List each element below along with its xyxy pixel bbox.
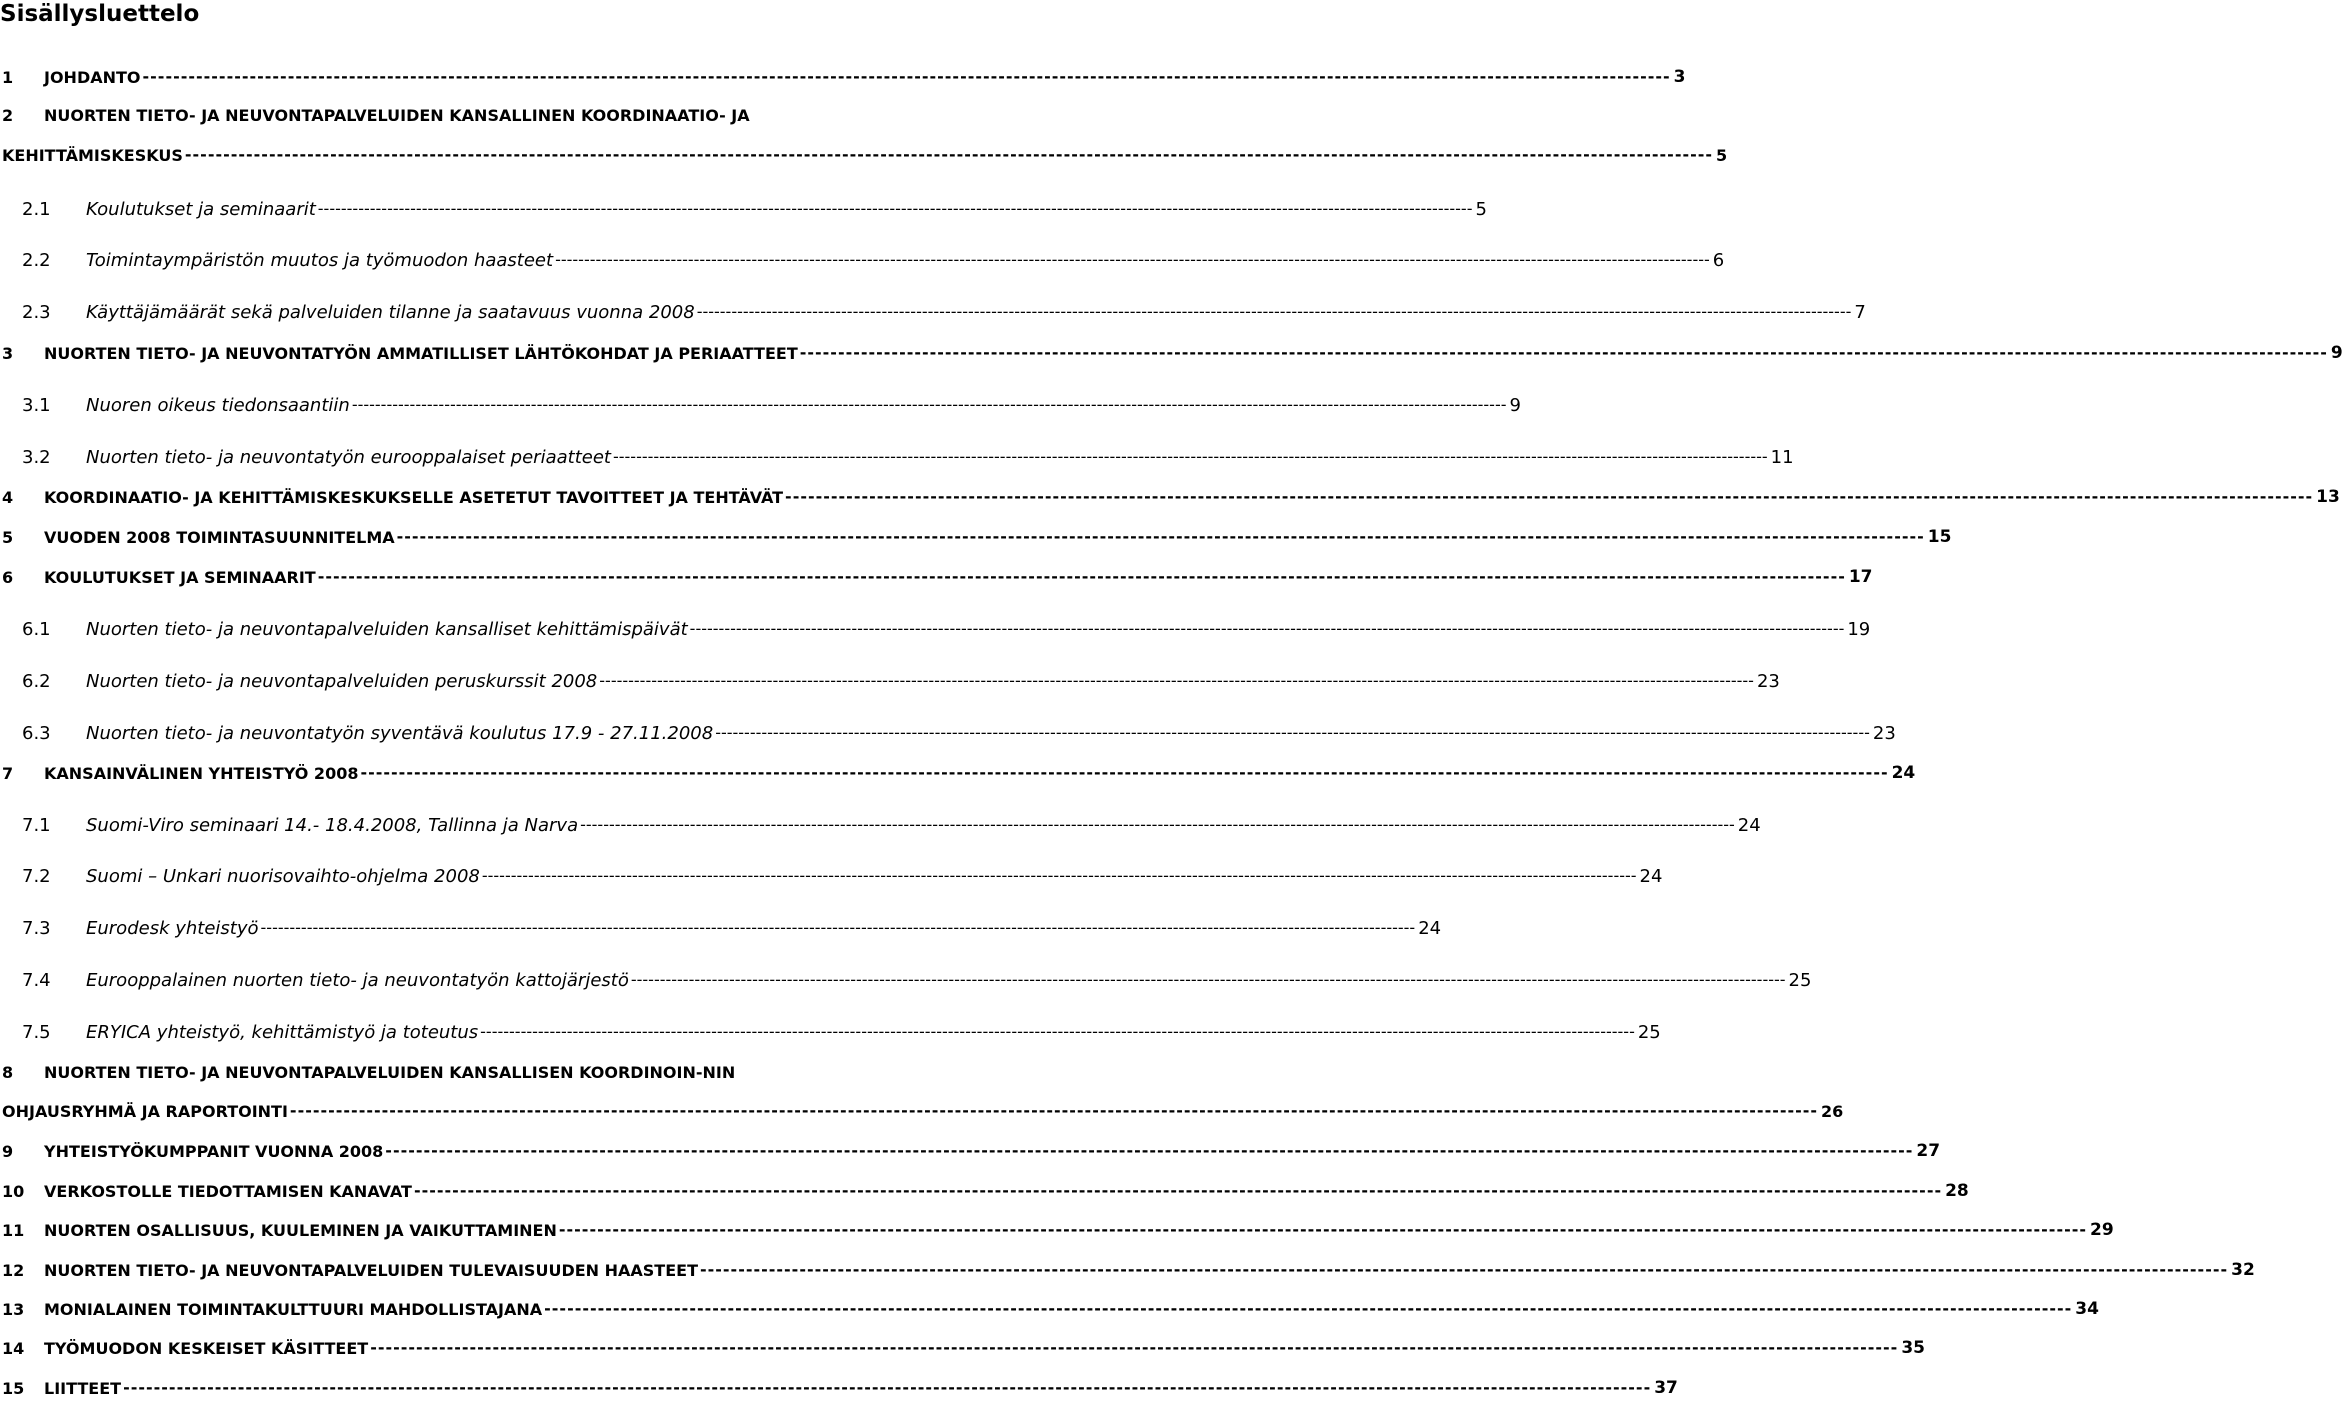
entry-page: 11 — [1770, 446, 1794, 468]
entry-page: 34 — [2075, 1299, 2099, 1319]
entry-number: 6.2 — [22, 670, 51, 692]
toc-entry-7-2[interactable] — [0, 863, 1663, 889]
entry-number: 15 — [2, 1378, 25, 1398]
entry-page: 24 — [1418, 917, 1442, 939]
entry-number: 7.5 — [22, 1021, 51, 1043]
dot-leader — [123, 1377, 1651, 1399]
toc-entry-15[interactable] — [0, 1375, 1678, 1401]
entry-number: 10 — [2, 1181, 25, 1201]
entry-page: 26 — [1821, 1101, 1844, 1121]
entry-number: 7.2 — [22, 865, 51, 887]
dot-leader — [370, 1337, 1898, 1359]
entry-number: 12 — [2, 1260, 25, 1280]
entry-label: VUODEN 2008 TOIMINTASUUNNITELMA — [44, 527, 395, 547]
dot-leader — [631, 969, 1786, 991]
dot-leader — [318, 198, 1473, 220]
entry-page: 29 — [2090, 1220, 2114, 1240]
entry-number: 7.3 — [22, 917, 51, 939]
dot-leader — [613, 446, 1768, 468]
dot-leader — [290, 1100, 1818, 1122]
toc-entry-2-2[interactable] — [0, 247, 1725, 273]
entry-number: 3 — [2, 343, 14, 363]
dot-leader — [559, 1219, 2087, 1241]
entry-page: 17 — [1848, 567, 1873, 587]
entry-page: 3 — [1673, 67, 1686, 87]
entry-label: YHTEISTYÖKUMPPANIT VUONNA 2008 — [44, 1141, 384, 1161]
dot-leader — [397, 526, 1925, 548]
entry-label: NUORTEN TIETO- JA NEUVONTAPALVELUIDEN KANSALLINEN KOORDINAATIO- JA — [44, 105, 750, 125]
dot-leader — [785, 486, 2313, 508]
toc-entry-6[interactable] — [0, 564, 1873, 590]
entry-label-continued: OHJAUSRYHMÄ JA RAPORTOINTI — [2, 1101, 288, 1121]
entry-number: 14 — [2, 1338, 25, 1358]
dot-leader — [185, 144, 1713, 166]
entry-number: 8 — [2, 1062, 14, 1082]
toc-entry-6-3[interactable] — [0, 720, 1896, 746]
toc-entry-2-3[interactable] — [0, 299, 1866, 325]
entry-label: Toimintaympäristön muutos ja työmuodon haasteet — [86, 249, 554, 271]
entry-page: 24 — [1737, 814, 1761, 836]
entry-number: 9 — [2, 1141, 14, 1161]
entry-label: NUORTEN TIETO- JA NEUVONTAPALVELUIDEN KANSALLISEN KOORDINOIN-NIN — [44, 1062, 736, 1082]
entry-label: NUORTEN TIETO- JA NEUVONTAPALVELUIDEN TULEVAISUUDEN HAASTEET — [44, 1260, 698, 1280]
entry-page: 24 — [1639, 865, 1663, 887]
toc-entry-5[interactable] — [0, 524, 1952, 550]
dot-leader — [715, 722, 1870, 744]
dot-leader — [318, 566, 1846, 588]
entry-page: 7 — [1854, 301, 1866, 323]
toc-entry-1[interactable] — [0, 64, 1686, 90]
entry-number: 4 — [2, 487, 14, 507]
toc-entry-2-1[interactable] — [0, 196, 1487, 222]
entry-page: 5 — [1475, 198, 1487, 220]
toc-entry-8-continued[interactable] — [0, 1098, 1844, 1124]
entry-number: 6.1 — [22, 618, 51, 640]
toc-entry-3[interactable] — [0, 340, 2343, 366]
entry-number: 6.3 — [22, 722, 51, 744]
entry-number: 11 — [2, 1220, 25, 1240]
toc-entry-7-1[interactable] — [0, 812, 1761, 838]
toc-entry-4[interactable] — [0, 484, 2340, 510]
entry-label: KOULUTUKSET JA SEMINAARIT — [44, 567, 316, 587]
toc-entry-7-3[interactable] — [0, 915, 1442, 941]
entry-label-continued: KEHITTÄMISKESKUS — [2, 145, 183, 165]
entry-label: Nuorten tieto- ja neuvontapalveluiden peruskurssit 2008 — [86, 670, 598, 692]
toc-entry-7-5[interactable] — [0, 1019, 1661, 1045]
entry-label: MONIALAINEN TOIMINTAKULTTUURI MAHDOLLISTAJANA — [44, 1299, 543, 1319]
entry-page: 9 — [1509, 394, 1521, 416]
toc-entry-9[interactable] — [0, 1138, 1941, 1164]
entry-page: 25 — [1788, 969, 1812, 991]
entry-label: VERKOSTOLLE TIEDOTTAMISEN KANAVAT — [44, 1181, 412, 1201]
entry-page: 13 — [2316, 487, 2340, 507]
entry-label: Suomi – Unkari nuorisovaihto-ohjelma 2008 — [86, 865, 480, 887]
entry-label: Nuoren oikeus tiedonsaantiin — [86, 394, 350, 416]
entry-label: JOHDANTO — [44, 67, 141, 87]
entry-page: 9 — [2330, 343, 2343, 363]
entry-number: 2.2 — [22, 249, 51, 271]
toc-entry-2[interactable] — [0, 102, 960, 128]
entry-number: 6 — [2, 567, 14, 587]
entry-page: 15 — [1927, 527, 1952, 547]
toc-entry-3-1[interactable] — [0, 392, 1521, 418]
dot-leader — [352, 394, 1507, 416]
entry-page: 27 — [1916, 1141, 1941, 1161]
entry-label: TYÖMUODON KESKEISET KÄSITTEET — [44, 1338, 369, 1358]
entry-number: 7.1 — [22, 814, 51, 836]
toc-entry-11[interactable] — [0, 1217, 2114, 1243]
entry-number: 2 — [2, 105, 14, 125]
dot-leader — [580, 814, 1735, 836]
toc-entry-14[interactable] — [0, 1335, 1925, 1361]
entry-label: Nuorten tieto- ja neuvontatyön eurooppalaiset periaatteet — [86, 446, 611, 468]
entry-number: 13 — [2, 1299, 25, 1319]
entry-label: KOORDINAATIO- JA KEHITTÄMISKESKUKSELLE ASETETUT TAVOITTEET JA TEHTÄVÄT — [44, 487, 784, 507]
entry-page: 35 — [1901, 1338, 1925, 1358]
entry-page: 32 — [2231, 1260, 2255, 1280]
entry-label: Eurodesk yhteistyö — [86, 917, 259, 939]
entry-number: 2.3 — [22, 301, 51, 323]
entry-label: NUORTEN OSALLISUUS, KUULEMINEN JA VAIKUTTAMINEN — [44, 1220, 557, 1240]
entry-page: 19 — [1847, 618, 1871, 640]
entry-page: 6 — [1712, 249, 1725, 271]
dot-leader — [261, 917, 1416, 939]
entry-number: 1 — [2, 67, 14, 87]
toc-entry-3-2[interactable] — [0, 444, 1794, 470]
dot-leader — [697, 301, 1852, 323]
toc-title: Sisällysluettelo — [0, 1, 200, 27]
entry-number: 5 — [2, 527, 14, 547]
toc-entry-10[interactable] — [0, 1178, 1969, 1204]
entry-label: Käyttäjämäärät sekä palveluiden tilanne ja saatavuus vuonna 2008 — [86, 301, 695, 323]
dot-leader — [480, 1021, 1635, 1043]
entry-number: 3.2 — [22, 446, 51, 468]
entry-page: 24 — [1891, 763, 1916, 783]
toc-entry-2-continued[interactable] — [0, 142, 1728, 168]
entry-label: Suomi-Viro seminaari 14.- 18.4.2008, Tallinna ja Narva — [86, 814, 579, 836]
entry-label: Koulutukset ja seminaarit — [86, 198, 316, 220]
entry-page: 28 — [1945, 1181, 1969, 1201]
entry-page: 5 — [1716, 145, 1728, 165]
entry-label: Nuorten tieto- ja neuvontapalveluiden kansalliset kehittämispäivät — [86, 618, 688, 640]
toc-entry-7[interactable] — [0, 760, 1916, 786]
entry-page: 37 — [1654, 1378, 1678, 1398]
dot-leader — [414, 1180, 1942, 1202]
dot-leader — [143, 66, 1671, 88]
entry-label: Eurooppalainen nuorten tieto- ja neuvontatyön kattojärjestö — [86, 969, 629, 991]
entry-number: 7 — [2, 763, 14, 783]
dot-leader — [544, 1298, 2072, 1320]
dot-leader — [385, 1140, 1913, 1162]
entry-label: ERYICA yhteistyö, kehittämistyö ja toteutus — [86, 1021, 479, 1043]
entry-number: 7.4 — [22, 969, 51, 991]
dot-leader — [690, 618, 1845, 640]
dot-leader — [700, 1259, 2228, 1281]
dot-leader — [599, 670, 1754, 692]
entry-page: 23 — [1872, 722, 1896, 744]
toc-entry-7-4[interactable] — [0, 967, 1812, 993]
dot-leader — [482, 865, 1637, 887]
toc-entry-13[interactable] — [0, 1296, 2099, 1322]
toc-entry-12[interactable] — [0, 1257, 2255, 1283]
toc-entry-8[interactable] — [0, 1059, 960, 1085]
entry-page: 23 — [1756, 670, 1780, 692]
entry-label: Nuorten tieto- ja neuvontatyön syventävä koulutus 17.9 - 27.11.2008 — [86, 722, 714, 744]
toc-entry-6-2[interactable] — [0, 668, 1780, 694]
dot-leader — [800, 342, 2328, 364]
dot-leader — [555, 249, 1710, 271]
entry-number: 3.1 — [22, 394, 51, 416]
dot-leader — [360, 762, 1888, 784]
entry-number: 2.1 — [22, 198, 51, 220]
entry-label: KANSAINVÄLINEN YHTEISTYÖ 2008 — [44, 763, 359, 783]
entry-label: LIITTEET — [44, 1378, 122, 1398]
toc-entry-6-1[interactable] — [0, 616, 1871, 642]
entry-page: 25 — [1637, 1021, 1661, 1043]
entry-label: NUORTEN TIETO- JA NEUVONTATYÖN AMMATILLISET LÄHTÖKOHDAT JA PERIAATTEET — [44, 343, 798, 363]
